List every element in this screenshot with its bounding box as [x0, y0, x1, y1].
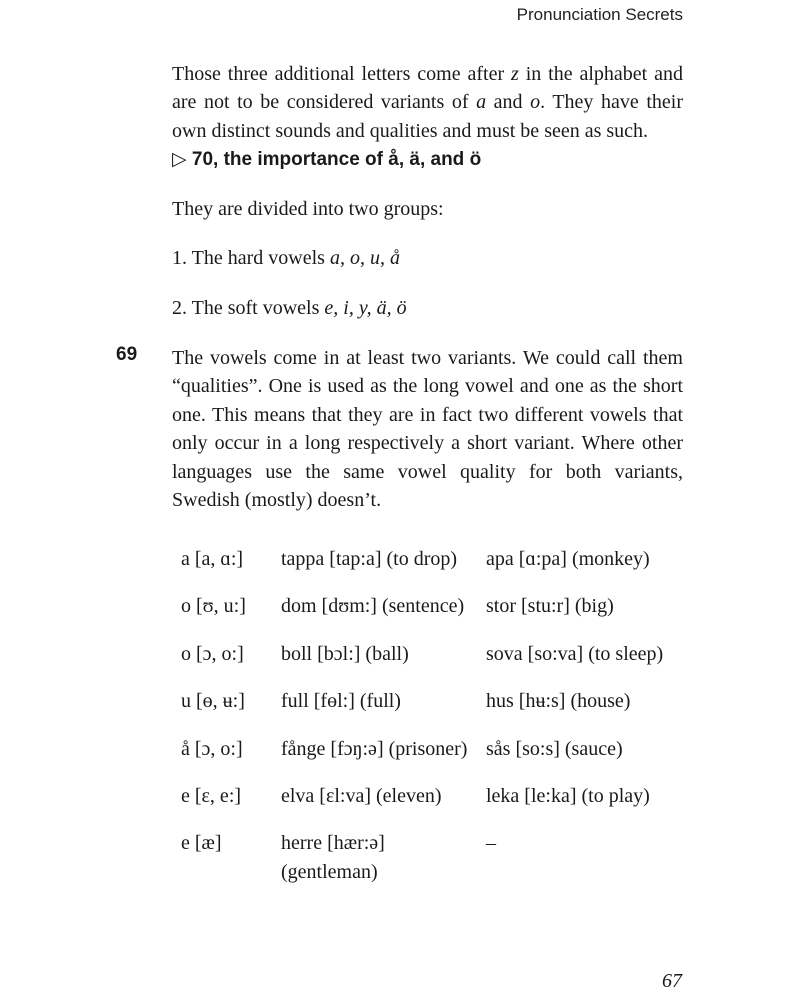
table-row	[181, 640, 686, 687]
long-example-cell: hus [hʉ:s] (house)	[486, 690, 631, 713]
table-row	[181, 687, 686, 734]
page-number: 67	[662, 970, 682, 992]
long-example-cell: sova [so:va] (to sleep)	[486, 642, 664, 665]
long-example-cell: stor [stu:r] (big)	[486, 595, 614, 618]
table-row	[181, 592, 686, 639]
short-example-cell: boll [bɔl:] (ball)	[281, 642, 409, 665]
long-example-cell: apa [ɑ:pa] (monkey)	[486, 548, 650, 570]
running-header: Pronunciation Secrets	[516, 5, 683, 24]
short-example-cell: fånge [fɔŋ:ə] (prisoner)	[281, 737, 468, 760]
paragraph-groups-intro: They are divided into two groups:	[172, 198, 444, 220]
table-row	[181, 735, 686, 782]
vowel-cell: e [æ]	[181, 832, 222, 855]
list-item-soft-vowels: 2. The soft vowels e, i, y, ä, ö	[172, 297, 407, 319]
vowel-cell: o [ʊ, u:]	[181, 595, 246, 618]
vowel-cell: u [ɵ, ʉ:]	[181, 690, 245, 713]
table-row	[181, 829, 686, 905]
long-example-cell: leka [le:ka] (to play)	[486, 785, 650, 808]
long-example-cell: sås [so:s] (sauce)	[486, 737, 623, 760]
short-example-cell: full [fɵl:] (full)	[281, 690, 401, 713]
paragraph-number: 69	[116, 344, 138, 365]
paragraph-additional-letters: Those three additional letters come after z in the alphabet and are not to be considered variants of a and o. They have their own distinct sounds and qualities and must be seen as such. ▷ 70, the importance of å, ä, and ö	[172, 63, 683, 171]
short-example-cell: herre [hær:ə] (gentleman)	[281, 832, 385, 883]
vowel-cell: a [a, ɑ:]	[181, 548, 244, 570]
vowel-examples-table	[181, 545, 686, 905]
paragraph-vowel-qualities: The vowels come in at least two variants. We could call them “qualities”. One is used as the long vowel and one as the short one. This means that they are in fact two different vowels that only occur in a long respectively a short variant. Where other languages use the same vowel quality for both variants, Swedish (mostly) doesn’t.	[172, 347, 683, 512]
short-example-cell: dom [dʊm:] (sentence)	[281, 595, 465, 618]
cross-reference-link[interactable]: ▷ 70, the importance of å, ä, and ö	[172, 149, 482, 171]
short-example-cell: tappa [tap:a] (to drop)	[281, 548, 458, 570]
vowel-cell: e [ɛ, e:]	[181, 785, 242, 808]
long-example-cell: –	[486, 832, 496, 855]
table-row	[181, 782, 686, 829]
vowel-cell: å [ɔ, o:]	[181, 737, 243, 760]
table-row	[181, 545, 686, 592]
list-item-hard-vowels: 1. The hard vowels a, o, u, å	[172, 247, 400, 269]
vowel-cell: o [ɔ, o:]	[181, 642, 244, 665]
short-example-cell: elva [ɛl:va] (eleven)	[281, 785, 442, 808]
